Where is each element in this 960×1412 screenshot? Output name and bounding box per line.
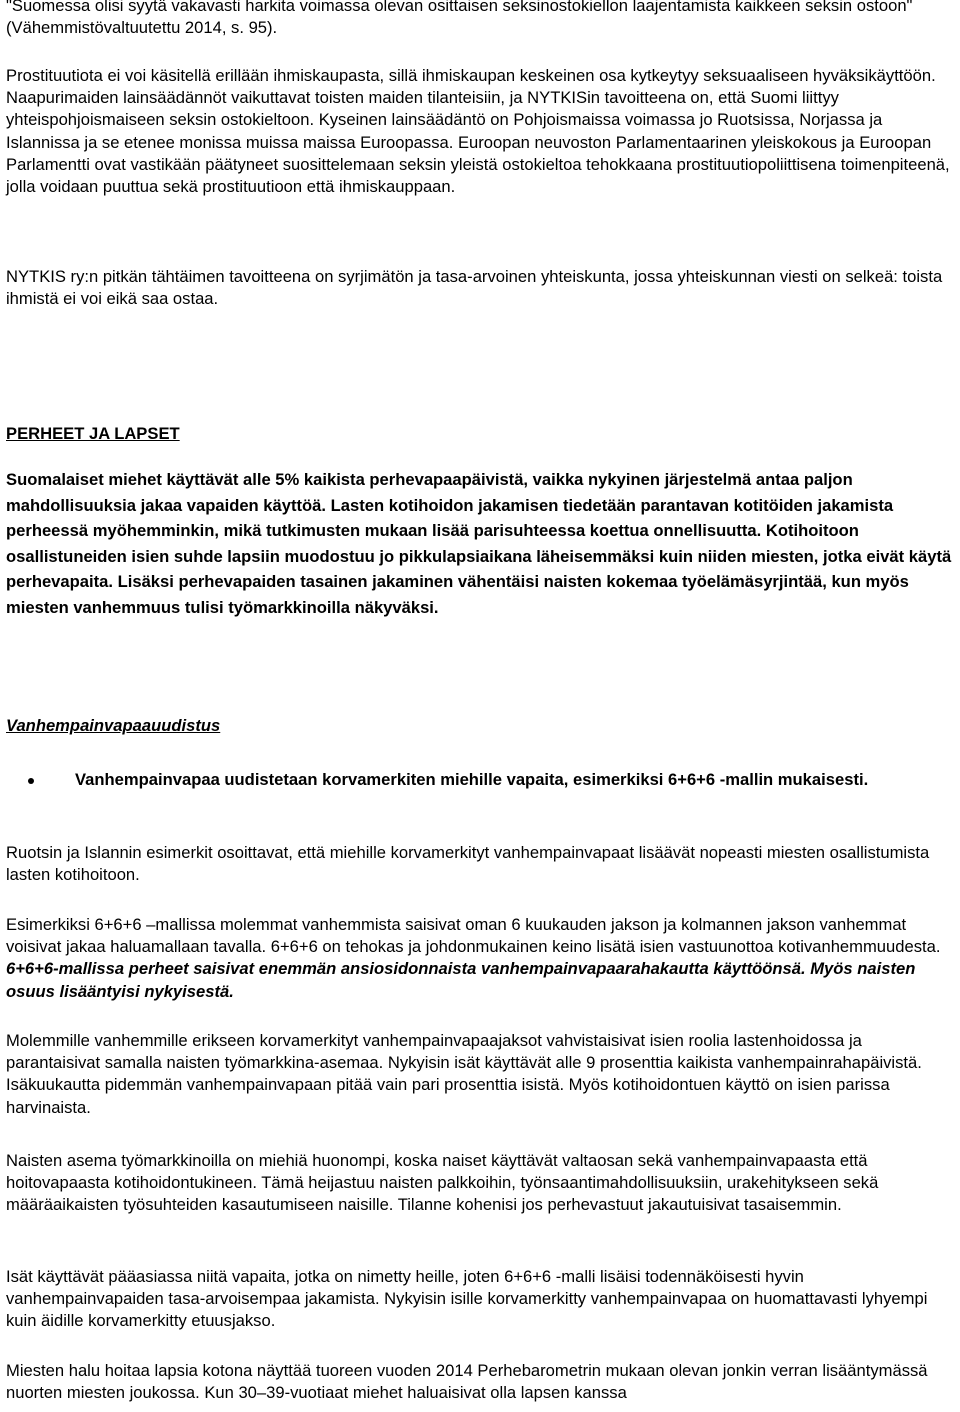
reform-barometer-paragraph: Miesten halu hoitaa lapsia kotona näyttää tuoreen vuoden 2014 Perhebarometrin mukaan olevan jonkin verran lisääntymässä nuorten miesten joukossa. Kun 30–39-vuotiaat miehet haluaisivat olla lapsen kanssa [6,1361,928,1403]
reform-women-position-paragraph: Naisten asema työmarkkinoilla on miehiä huonompi, koska naiset käyttävät valtaosan sekä vanhempainvapaasta että hoitovapaasta kotihoidontukineen. Tämä heijastuu naisten palkkoihin, työnsaantimahdollisuuksiin, urakehitykseen sekä määräaikaisten työsuhteiden kasautumiseen naisille. Tilanne kohenisi jos perhevastuut jakautuisivat tasaisemmin. [6,1151,879,1215]
reform-model-emphasis: 6+6+6-mallissa perheet saisivat enemmän ansiosidonnaista vanhempainvapaarahakautta käyttöönsä. Myös naisten osuus lisääntyisi nykyisestä. [6,959,916,1001]
reform-fathers-usage-paragraph: Isät käyttävät pääasiassa niitä vapaita, jotka on nimetty heille, joten 6+6+6 -malli lisäisi todennäköisesti hyvin vanhempainvapaiden tasa-arvoisempaa jakamista. Nykyisin isille korvamerkitty vanhempainvapaa on huomattavasti lyhyempi kuin äidille korvamerkitty etuusjakso. [6,1267,928,1331]
reform-bullet-text: Vanhempainvapaa uudistetaan korvamerkiten miehille vapaita, esimerkiksi 6+6+6 -mallin mukaisesti. [75,770,869,789]
intro-quote-paragraph: "Suomessa olisi syytä vakavasti harkita voimassa olevan osittaisen seksinostokiellon laajentamista kaikkeen seksin ostoon" (Vähemmistövaltuutettu 2014, s. 95). [6,0,913,38]
reform-model-text: Esimerkiksi 6+6+6 –mallissa molemmat vanhemmista saisivat oman 6 kuukauden jakson ja kolmannen jakson vanhemmat voisivat jakaa haluamallaan tavalla. 6+6+6 on tehokas ja johdonmukainen keino lisätä isien vastuunottoa kotivanhemmuudesta. [6,915,941,957]
list-item [6,769,956,791]
reform-bullet-list [6,769,956,791]
reform-model-paragraph [6,914,956,1003]
section-heading-reform: Vanhempainvapaauudistus [6,716,221,735]
reform-examples-paragraph: Ruotsin ja Islannin esimerkit osoittavat, että miehille korvamerkityt vanhempainvapaat lisäävät nopeasti miesten osallistumista lasten kotihoitoon. [6,843,930,885]
intro-prostitution-paragraph: Prostituutiota ei voi käsitellä erillään ihmiskaupasta, sillä ihmiskaupan keskeinen osa kytkeytyy seksuaaliseen hyväksikäyttöön. Naapurimaiden lainsäädännöt vaikuttavat toisten maiden tilanteisiin, ja NYTKISin tavoitteena on, että Suomi liittyy yhteispohjoismaiseen seksin ostokieltoon. Kyseinen lainsäädäntö on Pohjoismaissa voimassa jo Ruotsissa, Norjassa ja Islannissa ja se etenee monissa muissa maissa Euroopassa. Euroopan neuvoston Parlamentaarinen yleiskokous ja Euroopan Parlamentti ovat vastikään päätyneet suosittelemaan seksin yleistä ostokieltoa tehokkaana prostituutiopoliittisena toimenpiteenä, jolla voidaan puuttua sekä prostituutioon että ihmiskauppaan. [6,66,950,197]
families-bold-block [6,467,956,621]
section-heading-families: PERHEET JA LAPSET [6,424,180,443]
reform-earmarked-paragraph: Molemmille vanhemmille erikseen korvamerkityt vanhempainvapaajaksot vahvistaisivat isien roolia lastenhoidossa ja parantaisivat samalla naisten työmarkkina-asemaa. Nykyisin isät käyttävät alle 9 prosenttia kaikista vanhempainrahapäivistä. Isäkuukautta pidemmän vanhempainvapaan pitää vain pari prosenttia isistä. Myös kotihoidontuen käyttö on isien parissa harvinaista. [6,1031,922,1117]
bullet-icon [28,778,34,784]
families-bold-paragraph: Suomalaiset miehet käyttävät alle 5% kaikista perhevapaapäivistä, vaikka nykyinen järjestelmä antaa paljon mahdollisuuksia jakaa vapaiden käyttöä. Lasten kotihoidon jakamisen tiedetään parantavan kotitöiden jakamista perheessä myöhemminkin, mikä tutkimusten mukaan lisää parisuhteessa koettua onnellisuutta. Kotihoitoon osallistuneiden isien suhde lapsiin muodostuu jo pikkulapsiaikana läheisemmäksi kuin niiden miesten, jotka eivät käytä perhevapaita. Lisäksi perhevapaiden tasainen jakaminen vähentäisi naisten kokemaa työelämäsyrjintää, kun myös miesten vanhemmuus tulisi työmarkkinoilla näkyväksi. [6,470,952,617]
intro-goal-paragraph: NYTKIS ry:n pitkän tähtäimen tavoitteena on syrjimätön ja tasa-arvoinen yhteiskunta, jossa yhteiskunnan viesti on selkeä: toista ihmistä ei voi eikä saa ostaa. [6,267,943,309]
